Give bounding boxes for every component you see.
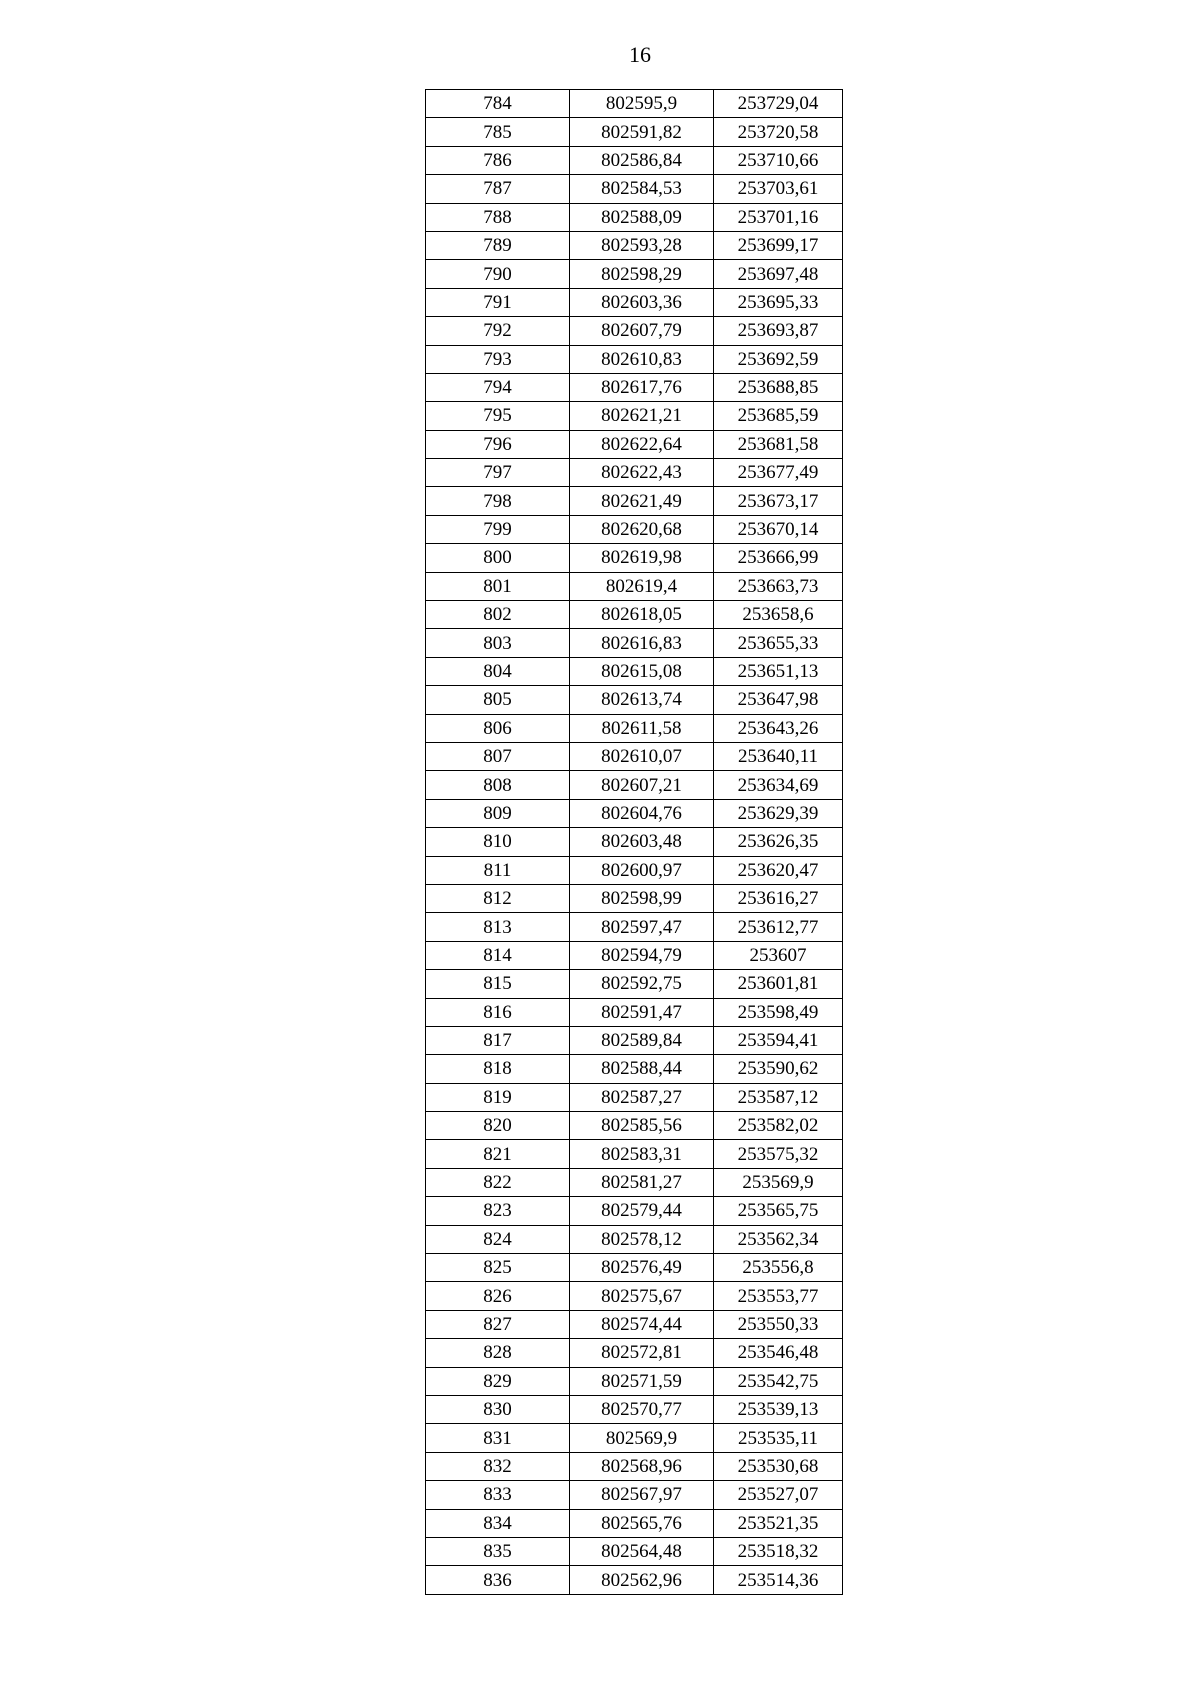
table-row (426, 1424, 843, 1452)
point-number-cell: 819 (426, 1083, 570, 1111)
coordinates-table (425, 89, 843, 1595)
table-row (426, 1339, 843, 1367)
x-coordinate-cell: 802584,53 (570, 175, 714, 203)
table-row (426, 1112, 843, 1140)
table-row (426, 118, 843, 146)
point-number-cell: 795 (426, 402, 570, 430)
y-coordinate-cell: 253685,59 (714, 402, 843, 430)
y-coordinate-cell: 253553,77 (714, 1282, 843, 1310)
x-coordinate-cell: 802591,82 (570, 118, 714, 146)
y-coordinate-cell: 253612,77 (714, 913, 843, 941)
table-row (426, 572, 843, 600)
x-coordinate-cell: 802622,64 (570, 430, 714, 458)
point-number-cell: 785 (426, 118, 570, 146)
x-coordinate-cell: 802562,96 (570, 1566, 714, 1594)
x-coordinate-cell: 802588,09 (570, 203, 714, 231)
x-coordinate-cell: 802588,44 (570, 1055, 714, 1083)
table-row (426, 430, 843, 458)
x-coordinate-cell: 802621,21 (570, 402, 714, 430)
y-coordinate-cell: 253598,49 (714, 998, 843, 1026)
point-number-cell: 825 (426, 1254, 570, 1282)
y-coordinate-cell: 253565,75 (714, 1197, 843, 1225)
x-coordinate-cell: 802593,28 (570, 231, 714, 259)
y-coordinate-cell: 253634,69 (714, 771, 843, 799)
table-row (426, 742, 843, 770)
point-number-cell: 803 (426, 629, 570, 657)
y-coordinate-cell: 253590,62 (714, 1055, 843, 1083)
y-coordinate-cell: 253658,6 (714, 601, 843, 629)
y-coordinate-cell: 253666,99 (714, 544, 843, 572)
point-number-cell: 826 (426, 1282, 570, 1310)
x-coordinate-cell: 802616,83 (570, 629, 714, 657)
point-number-cell: 802 (426, 601, 570, 629)
x-coordinate-cell: 802568,96 (570, 1452, 714, 1480)
point-number-cell: 792 (426, 317, 570, 345)
y-coordinate-cell: 253677,49 (714, 459, 843, 487)
point-number-cell: 822 (426, 1168, 570, 1196)
x-coordinate-cell: 802607,21 (570, 771, 714, 799)
point-number-cell: 811 (426, 856, 570, 884)
point-number-cell: 827 (426, 1310, 570, 1338)
table-row (426, 970, 843, 998)
x-coordinate-cell: 802581,27 (570, 1168, 714, 1196)
point-number-cell: 807 (426, 742, 570, 770)
x-coordinate-cell: 802594,79 (570, 941, 714, 969)
table-row (426, 373, 843, 401)
point-number-cell: 828 (426, 1339, 570, 1367)
table-row (426, 515, 843, 543)
x-coordinate-cell: 802564,48 (570, 1537, 714, 1565)
y-coordinate-cell: 253550,33 (714, 1310, 843, 1338)
point-number-cell: 834 (426, 1509, 570, 1537)
x-coordinate-cell: 802622,43 (570, 459, 714, 487)
table-row (426, 1254, 843, 1282)
y-coordinate-cell: 253620,47 (714, 856, 843, 884)
point-number-cell: 786 (426, 146, 570, 174)
point-number-cell: 791 (426, 288, 570, 316)
table-row (426, 1310, 843, 1338)
x-coordinate-cell: 802567,97 (570, 1481, 714, 1509)
y-coordinate-cell: 253710,66 (714, 146, 843, 174)
x-coordinate-cell: 802617,76 (570, 373, 714, 401)
table-row (426, 913, 843, 941)
y-coordinate-cell: 253729,04 (714, 90, 843, 118)
x-coordinate-cell: 802610,83 (570, 345, 714, 373)
x-coordinate-cell: 802598,99 (570, 884, 714, 912)
table-row (426, 884, 843, 912)
table-row (426, 90, 843, 118)
table-row (426, 828, 843, 856)
x-coordinate-cell: 802611,58 (570, 714, 714, 742)
table-row (426, 402, 843, 430)
point-number-cell: 815 (426, 970, 570, 998)
x-coordinate-cell: 802621,49 (570, 487, 714, 515)
table-row (426, 175, 843, 203)
point-number-cell: 798 (426, 487, 570, 515)
table-row (426, 317, 843, 345)
y-coordinate-cell: 253647,98 (714, 686, 843, 714)
table-row (426, 1083, 843, 1111)
y-coordinate-cell: 253655,33 (714, 629, 843, 657)
y-coordinate-cell: 253594,41 (714, 1026, 843, 1054)
y-coordinate-cell: 253629,39 (714, 799, 843, 827)
y-coordinate-cell: 253693,87 (714, 317, 843, 345)
y-coordinate-cell: 253663,73 (714, 572, 843, 600)
x-coordinate-cell: 802595,9 (570, 90, 714, 118)
x-coordinate-cell: 802619,98 (570, 544, 714, 572)
coordinates-table-body (426, 90, 843, 1595)
y-coordinate-cell: 253626,35 (714, 828, 843, 856)
y-coordinate-cell: 253703,61 (714, 175, 843, 203)
x-coordinate-cell: 802576,49 (570, 1254, 714, 1282)
table-row (426, 260, 843, 288)
y-coordinate-cell: 253670,14 (714, 515, 843, 543)
point-number-cell: 832 (426, 1452, 570, 1480)
table-row (426, 686, 843, 714)
page-number: 16 (629, 42, 651, 67)
point-number-cell: 817 (426, 1026, 570, 1054)
table-row (426, 459, 843, 487)
x-coordinate-cell: 802570,77 (570, 1395, 714, 1423)
y-coordinate-cell: 253643,26 (714, 714, 843, 742)
y-coordinate-cell: 253651,13 (714, 657, 843, 685)
x-coordinate-cell: 802591,47 (570, 998, 714, 1026)
y-coordinate-cell: 253587,12 (714, 1083, 843, 1111)
point-number-cell: 801 (426, 572, 570, 600)
point-number-cell: 788 (426, 203, 570, 231)
table-row (426, 941, 843, 969)
table-row (426, 601, 843, 629)
point-number-cell: 810 (426, 828, 570, 856)
point-number-cell: 812 (426, 884, 570, 912)
point-number-cell: 805 (426, 686, 570, 714)
table-row (426, 1225, 843, 1253)
x-coordinate-cell: 802603,36 (570, 288, 714, 316)
point-number-cell: 790 (426, 260, 570, 288)
y-coordinate-cell: 253720,58 (714, 118, 843, 146)
table-row (426, 544, 843, 572)
point-number-cell: 800 (426, 544, 570, 572)
y-coordinate-cell: 253521,35 (714, 1509, 843, 1537)
table-row (426, 1452, 843, 1480)
x-coordinate-cell: 802615,08 (570, 657, 714, 685)
point-number-cell: 793 (426, 345, 570, 373)
x-coordinate-cell: 802618,05 (570, 601, 714, 629)
table-row (426, 231, 843, 259)
point-number-cell: 818 (426, 1055, 570, 1083)
x-coordinate-cell: 802585,56 (570, 1112, 714, 1140)
y-coordinate-cell: 253542,75 (714, 1367, 843, 1395)
table-row (426, 1566, 843, 1594)
y-coordinate-cell: 253616,27 (714, 884, 843, 912)
point-number-cell: 794 (426, 373, 570, 401)
point-number-cell: 820 (426, 1112, 570, 1140)
y-coordinate-cell: 253535,11 (714, 1424, 843, 1452)
x-coordinate-cell: 802603,48 (570, 828, 714, 856)
point-number-cell: 823 (426, 1197, 570, 1225)
y-coordinate-cell: 253673,17 (714, 487, 843, 515)
point-number-cell: 829 (426, 1367, 570, 1395)
y-coordinate-cell: 253539,13 (714, 1395, 843, 1423)
y-coordinate-cell: 253562,34 (714, 1225, 843, 1253)
table-row (426, 345, 843, 373)
point-number-cell: 809 (426, 799, 570, 827)
x-coordinate-cell: 802620,68 (570, 515, 714, 543)
x-coordinate-cell: 802600,97 (570, 856, 714, 884)
table-row (426, 146, 843, 174)
y-coordinate-cell: 253681,58 (714, 430, 843, 458)
point-number-cell: 831 (426, 1424, 570, 1452)
y-coordinate-cell: 253640,11 (714, 742, 843, 770)
x-coordinate-cell: 802604,76 (570, 799, 714, 827)
point-number-cell: 806 (426, 714, 570, 742)
x-coordinate-cell: 802574,44 (570, 1310, 714, 1338)
x-coordinate-cell: 802575,67 (570, 1282, 714, 1310)
point-number-cell: 835 (426, 1537, 570, 1565)
table-row (426, 1395, 843, 1423)
y-coordinate-cell: 253692,59 (714, 345, 843, 373)
y-coordinate-cell: 253569,9 (714, 1168, 843, 1196)
x-coordinate-cell: 802583,31 (570, 1140, 714, 1168)
x-coordinate-cell: 802610,07 (570, 742, 714, 770)
point-number-cell: 836 (426, 1566, 570, 1594)
table-row (426, 1140, 843, 1168)
x-coordinate-cell: 802572,81 (570, 1339, 714, 1367)
point-number-cell: 830 (426, 1395, 570, 1423)
table-row (426, 1481, 843, 1509)
table-row (426, 1537, 843, 1565)
y-coordinate-cell: 253530,68 (714, 1452, 843, 1480)
table-row (426, 998, 843, 1026)
y-coordinate-cell: 253582,02 (714, 1112, 843, 1140)
x-coordinate-cell: 802565,76 (570, 1509, 714, 1537)
table-row (426, 1282, 843, 1310)
table-row (426, 856, 843, 884)
point-number-cell: 796 (426, 430, 570, 458)
table-row (426, 1026, 843, 1054)
y-coordinate-cell: 253697,48 (714, 260, 843, 288)
table-row (426, 1367, 843, 1395)
table-row (426, 657, 843, 685)
y-coordinate-cell: 253601,81 (714, 970, 843, 998)
y-coordinate-cell: 253607 (714, 941, 843, 969)
point-number-cell: 814 (426, 941, 570, 969)
point-number-cell: 816 (426, 998, 570, 1026)
y-coordinate-cell: 253699,17 (714, 231, 843, 259)
table-row (426, 487, 843, 515)
table-row (426, 1509, 843, 1537)
x-coordinate-cell: 802619,4 (570, 572, 714, 600)
table-row (426, 203, 843, 231)
y-coordinate-cell: 253688,85 (714, 373, 843, 401)
table-row (426, 771, 843, 799)
x-coordinate-cell: 802597,47 (570, 913, 714, 941)
table-row (426, 1168, 843, 1196)
x-coordinate-cell: 802569,9 (570, 1424, 714, 1452)
x-coordinate-cell: 802586,84 (570, 146, 714, 174)
y-coordinate-cell: 253546,48 (714, 1339, 843, 1367)
x-coordinate-cell: 802592,75 (570, 970, 714, 998)
y-coordinate-cell: 253556,8 (714, 1254, 843, 1282)
table-row (426, 288, 843, 316)
x-coordinate-cell: 802579,44 (570, 1197, 714, 1225)
table-row (426, 714, 843, 742)
point-number-cell: 789 (426, 231, 570, 259)
table-row (426, 799, 843, 827)
y-coordinate-cell: 253527,07 (714, 1481, 843, 1509)
x-coordinate-cell: 802607,79 (570, 317, 714, 345)
point-number-cell: 813 (426, 913, 570, 941)
point-number-cell: 804 (426, 657, 570, 685)
y-coordinate-cell: 253701,16 (714, 203, 843, 231)
y-coordinate-cell: 253695,33 (714, 288, 843, 316)
x-coordinate-cell: 802598,29 (570, 260, 714, 288)
table-row (426, 1197, 843, 1225)
x-coordinate-cell: 802589,84 (570, 1026, 714, 1054)
y-coordinate-cell: 253575,32 (714, 1140, 843, 1168)
point-number-cell: 797 (426, 459, 570, 487)
x-coordinate-cell: 802578,12 (570, 1225, 714, 1253)
point-number-cell: 824 (426, 1225, 570, 1253)
point-number-cell: 784 (426, 90, 570, 118)
x-coordinate-cell: 802571,59 (570, 1367, 714, 1395)
point-number-cell: 787 (426, 175, 570, 203)
table-row (426, 1055, 843, 1083)
point-number-cell: 833 (426, 1481, 570, 1509)
point-number-cell: 799 (426, 515, 570, 543)
point-number-cell: 821 (426, 1140, 570, 1168)
x-coordinate-cell: 802587,27 (570, 1083, 714, 1111)
y-coordinate-cell: 253518,32 (714, 1537, 843, 1565)
x-coordinate-cell: 802613,74 (570, 686, 714, 714)
y-coordinate-cell: 253514,36 (714, 1566, 843, 1594)
table-row (426, 629, 843, 657)
point-number-cell: 808 (426, 771, 570, 799)
